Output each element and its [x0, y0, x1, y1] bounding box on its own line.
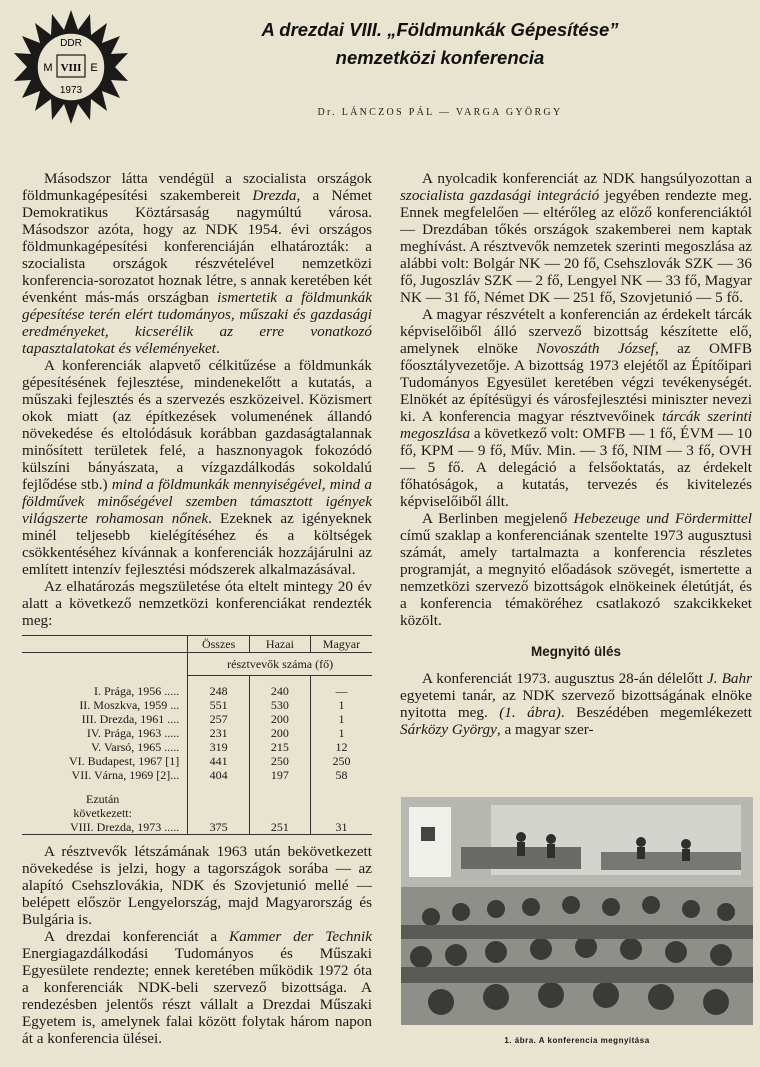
table-row: V. Varsó, 1965 ..... 319 215 12 — [22, 740, 372, 754]
paragraph: A Berlinben megjelenő Hebezeuge und Fördermittel című szaklap a konferenciának szentelte 1973 augusztusi számát, amely tartalmazta a konferencia részletes programját, a megnyitó előadások szövegét, ismertette a nemzetközi szervező bizottságok elnökeinek életútját, és a konferencia témaköréhez csatlakozó szakcikkeket közölt. — [400, 510, 752, 629]
left-column — [22, 170, 372, 1047]
paragraph: Másodszor látta vendégül a szocialista országok földmunkagépesítési szakembereit Drezda, a Német Demokratikus Köztársaság nagymúltú városa. Másodszor azóta, hogy az NDK 1954. évi országos földmunkagépesítési konferenciáján elhatározták: a szocialista országok részvételével nemzetközi konferencia-sorozatot hoznak létre, s annak keretében két évenként más-más országban ismertetik a földmunkák gépesítése terén elért tudományos, műszaki és gazdasági eredményeket, kicserélik az erre vonatkozó tapasztalatokat és véleményeket. — [22, 170, 372, 357]
column-header: Összes — [188, 636, 250, 653]
table-row: VI. Budapest, 1967 [1] 441 250 250 — [22, 754, 372, 768]
logo-center: VIII — [60, 62, 82, 74]
right-column — [400, 170, 752, 738]
paragraph: A konferenciát 1973. augusztus 28-án délelőtt J. Bahr egyetemi tanár, az NDK szervező bizottságának elnöke nyitotta meg. (1. ábra). Beszédében megemlékezett Sárközy György, a magyar szer- — [400, 670, 753, 738]
section-title: Megnyitó ülés — [530, 644, 621, 659]
logo-left: M — [43, 62, 53, 74]
table-row: I. Prága, 1956 ..... 248 240 — — [22, 684, 372, 698]
paragraph: Az elhatározás megszületése óta eltelt mintegy 20 év alatt a következő nemzetközi konferenciákat rendezték meg: — [22, 578, 372, 629]
table-row: VII. Várna, 1969 [2]... 404 197 58 — [22, 768, 372, 782]
table-row: II. Moszkva, 1959 ... 551 530 1 — [22, 698, 372, 712]
title-line-2: nemzetközi konferencia — [335, 47, 545, 68]
conference-table: Összes Hazai Magyar résztvevők száma (fő) I. Prága, 1956 ..... 248 240 — II. Moszkva, 1959 ... 551 530 1 III. Drezda, 1961 .... 257 200 1 IV. Prága, 1963 ..... 231 200 1 V. Varsó, 1965 ..... 319 215 12 VI. Budapest, 1967 [1] 441 250 250 VII. Várna, 1969 [2]... 404 197 58 Ezután következett: VIII. Drezda, 1973 ..... 375 251 31 — [22, 635, 372, 835]
logo-right: E — [90, 62, 98, 74]
authors: Dr. LÁNCZOS PÁL — VARGA GYÖRGY — [317, 107, 563, 118]
article-title — [140, 16, 740, 72]
conference-photo — [401, 797, 753, 1025]
conference-logo — [12, 8, 130, 126]
title-line-1: A drezdai VIII. „Földmunkák Gépesítése” — [261, 19, 619, 40]
figure-caption: 1. ábra. A konferencia megnyitása — [504, 1036, 650, 1045]
table-row: III. Drezda, 1961 .... 257 200 1 — [22, 712, 372, 726]
table-subheader: résztvevők száma (fő) — [188, 653, 372, 676]
paragraph: A nyolcadik konferenciát az NDK hangsúlyozottan a szocialista gazdasági integráció jegyében rendezte meg. Ennek megfelelően — eltérőleg az előző konferenciáktól — Drezdában tőkés országok szakemberei nem kaptak meghívást. A résztvevők nemzetek szerinti megoszlása az alábbi volt: Bolgár NK — 20 fő, Csehszlovák SZK — 36 fő, Jugoszláv SZK — 2 fő, Lengyel NK — 33 fő, Magyar NK — 31 fő, Német DK — 251 fő, Szovjetunió — 5 fő. — [400, 170, 752, 306]
paragraph: A konferenciák alapvető célkitűzése a földmunkák gépesítésének fejlesztése, mindenekelőtt a kutatás, a műszaki fejlesztés és a szervezés eszközeivel. Közismert okok miatt (az építkezések volumenének állandó növekedése és eltolódásuk korábban gazdaságtalannak minősített területek felé, a hasznonyagok fokozódó külszíni bányászata, a vízgazdálkodás sokoldalú fejlődése stb.) mind a földmunkák mennyiségével, mind a földművek minőségével szemben támasztott igények világszerte rohamosan nőnek. Ezeknek az igényeknek minél teljesebb kielégítéséhez és a költségek csökkentéséhez kívánnak a konferenciák hozzájárulni az említett intenzív fejlesztési módszerek alkalmazásával. — [22, 357, 372, 578]
paragraph: A résztvevők létszámának 1963 után bekövetkezett növekedése is jelzi, hogy a tagországok sorába — az alapító Csehszlovákia, NDK és Szovjetunió mellé — belépett először Lengyelország, majd Magyarország és Bulgária is. — [22, 842, 372, 928]
logo-top: DDR — [60, 38, 82, 49]
table-row: VIII. Drezda, 1973 ..... 375 251 31 — [22, 820, 372, 835]
column-header: Hazai — [249, 636, 310, 653]
paragraph: A drezdai konferenciát a Kammer der Technik Energiagazdálkodási Tudományos és Műszaki Egyesülete rendezte; ennek keretében működik 1972 óta a konferenciák NDK-beli szervező bizottsága. A rendezésben jelentős részt vállalt a Drezdai Műszaki Egyetem is, amelynek falai között folytak három napon át a konferencia ülései. — [22, 927, 372, 1047]
logo-year: 1973 — [59, 85, 83, 96]
table-row: IV. Prága, 1963 ..... 231 200 1 — [22, 726, 372, 740]
paragraph: A magyar részvételt a konferencián az érdekelt tárcák képviselőiből álló szervező bizottság készítette elő, amelynek elnöke Novoszáth József, az OMFB főosztályvezetője. A bizottság 1973 elejétől az Építőipari Tudományos Egyesület keretében végzi tevékenységét. Elnökét az építésügyi és városfejlesztési miniszter nevezi ki. A konferencia magyar résztvevőinek tárcák szerinti megoszlása a következő volt: OMFB — 1 fő, ÉVM — 10 fő, KPM — 9 fő, Műv. Min. — 3 fő, NIM — 3 fő, OVH — 5 fő. A delegáció a felsőoktatás, az érdekelt főhatóságok, a kutatás, tervezés és kivitelezés képviselőiből állt. — [400, 306, 752, 510]
column-header: Magyar — [310, 636, 372, 653]
